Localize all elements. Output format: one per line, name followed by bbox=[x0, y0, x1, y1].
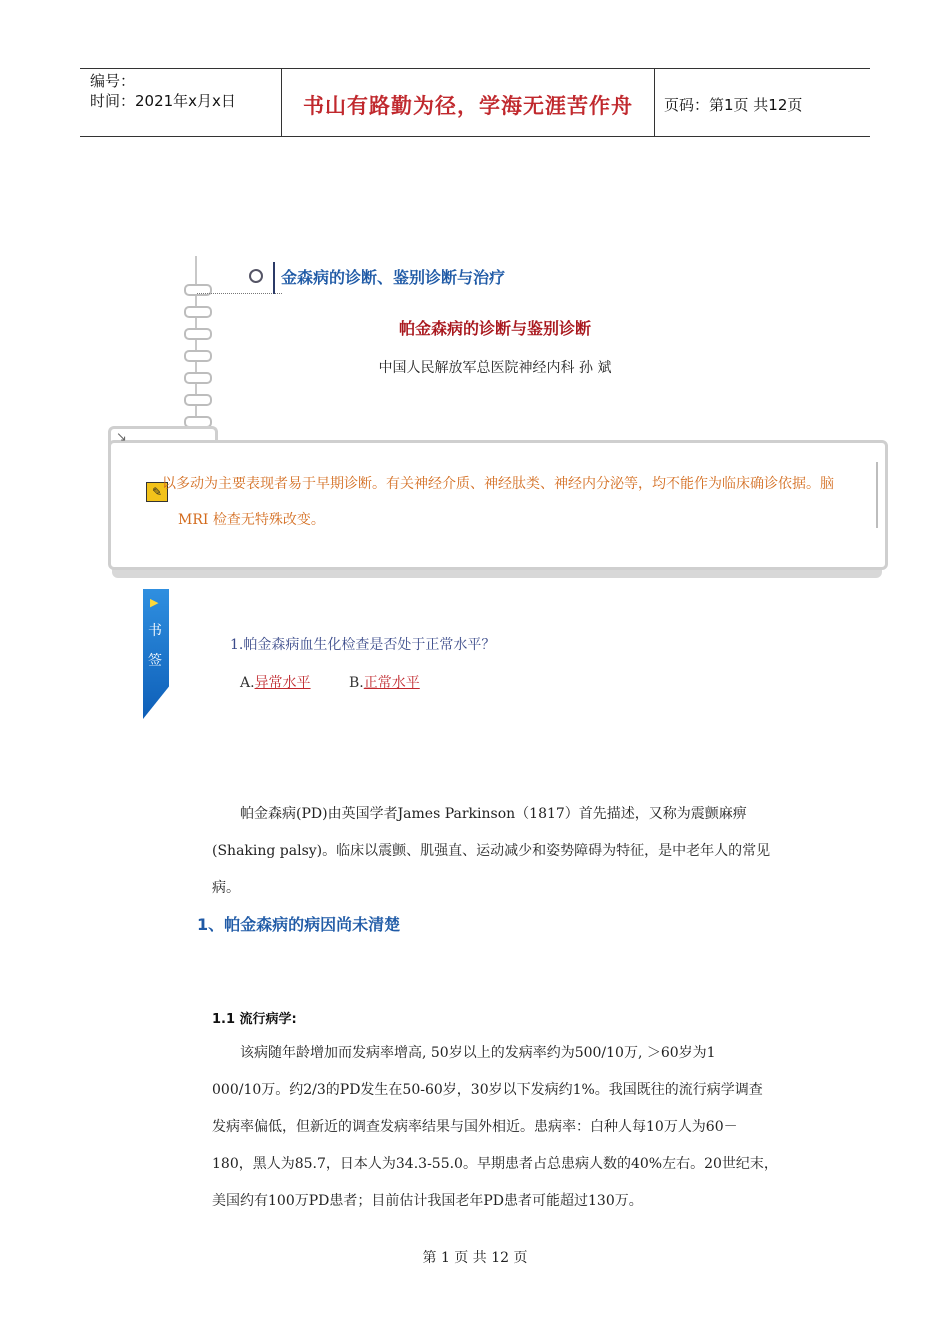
notebook-spine bbox=[195, 256, 197, 436]
option-prefix: A. bbox=[240, 675, 255, 691]
text-line: 美国约有100万PD患者；目前估计我国老年PD患者可能超过130万。 bbox=[212, 1193, 643, 1209]
ring-icon bbox=[184, 284, 212, 296]
section-heading: 1、帕金森病的病因尚未清楚 bbox=[197, 915, 401, 934]
circle-bullet-icon bbox=[249, 269, 263, 283]
header-top-rule bbox=[80, 68, 870, 69]
text-line: 该病随年龄增加而发病率增高, 50岁以上的发病率约为500/10万, ＞60岁为1 bbox=[240, 1045, 716, 1061]
time-label: 时间：2021年x月x日 bbox=[90, 92, 236, 110]
title-accent-bar bbox=[273, 262, 275, 294]
quiz-question: 1.帕金森病血生化检查是否处于正常水平？ bbox=[230, 637, 496, 653]
text-line: 180，黑人为85.7，日本人为34.3-55.0。早期患者占总患病人数的40%左右。20世纪末， bbox=[212, 1156, 778, 1172]
text-line: 发病率偏低，但新近的调查发病率结果与国外相近。患病率：白种人每10万人为60－ bbox=[212, 1119, 738, 1135]
document-title: 帕金森病的诊断与鉴别诊断 bbox=[398, 319, 591, 338]
ring-icon bbox=[184, 328, 212, 340]
header-bottom-rule bbox=[80, 136, 870, 137]
page-info: 页码：第1页 共12页 bbox=[664, 96, 803, 114]
subsection-heading: 1.1 流行病学: bbox=[212, 1012, 297, 1027]
intro-paragraph bbox=[212, 796, 792, 907]
text-line: (Shaking palsy)。临床以震颤、肌强直、运动减少和姿势障碍为特征，是中老年人的常见 bbox=[212, 843, 771, 859]
option-link-abnormal[interactable]: 异常水平 bbox=[254, 675, 311, 691]
epidemiology-paragraph bbox=[212, 1035, 792, 1220]
ring-icon bbox=[184, 372, 212, 384]
page-footer: 第 1 页 共 12 页 bbox=[422, 1250, 528, 1266]
text-line: 000/10万。约2/3的PD发生在50-60岁，30岁以下发病约1%。我国既往的流行病学调查 bbox=[212, 1082, 763, 1098]
bookmark-label: 书签 bbox=[148, 623, 162, 669]
option-prefix: B. bbox=[349, 675, 364, 691]
quiz-option-b bbox=[349, 675, 420, 691]
text-line: 帕金森病(PD)由英国学者James Parkinson（1817）首先描述，又称为震颤麻痹 bbox=[240, 806, 747, 822]
header-divider bbox=[654, 68, 655, 136]
option-link-normal[interactable]: 正常水平 bbox=[363, 675, 420, 691]
note-icon: ✎ bbox=[146, 482, 168, 502]
play-arrow-icon: ▶ bbox=[150, 596, 159, 609]
toc-title[interactable]: 金森病的诊断、鉴别诊断与治疗 bbox=[281, 268, 506, 287]
ring-icon bbox=[184, 350, 212, 362]
quiz-option-a bbox=[240, 675, 315, 691]
text-line: 病。 bbox=[212, 880, 240, 896]
ring-icon bbox=[184, 306, 212, 318]
number-label: 编号： bbox=[90, 72, 136, 90]
quiz-options bbox=[240, 672, 454, 692]
document-author: 中国人民解放军总医院神经内科 孙 斌 bbox=[378, 360, 612, 376]
note-line: 以多动为主要表现者易于早期诊断。有关神经介质、神经肽类、神经内分泌等，均不能作为临床确诊依据。脑 bbox=[162, 476, 834, 492]
motto: 书山有路勤为径，学海无涯苦作舟 bbox=[303, 94, 633, 118]
arrow-icon: ↘ bbox=[116, 430, 127, 445]
note-line: MRI 检查无特殊改变。 bbox=[178, 512, 325, 528]
dotted-divider bbox=[197, 293, 282, 294]
note-text bbox=[162, 466, 862, 538]
ring-icon bbox=[184, 394, 212, 406]
